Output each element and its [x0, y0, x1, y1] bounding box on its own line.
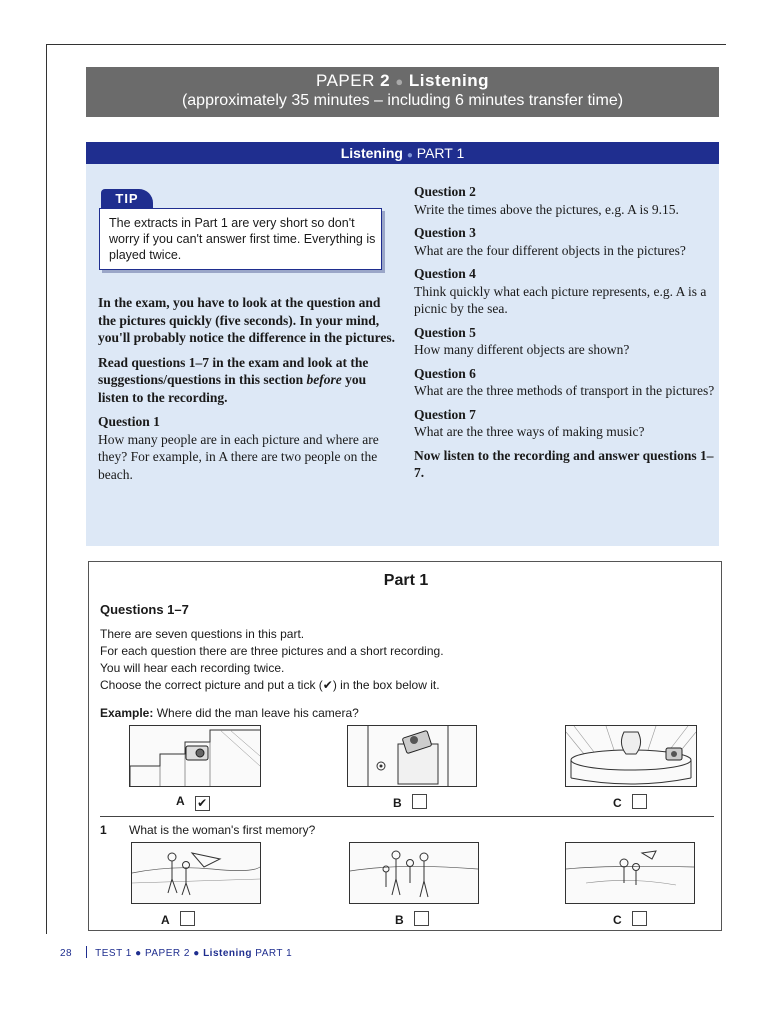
question-5-body: How many different objects are shown? [414, 342, 630, 357]
question-1-picture-b [349, 842, 479, 904]
fountain-camera-illustration [566, 726, 696, 786]
tick-box[interactable] [632, 911, 647, 926]
question-7-title: Question 7 [414, 406, 476, 422]
question-1: 1 What is the woman's first memory? [100, 823, 316, 837]
bullet-icon: ● [406, 150, 413, 161]
tick-box[interactable]: ✔ [195, 796, 210, 811]
bullet-icon: ● [135, 948, 142, 959]
instruction-line: You will hear each recording twice. [100, 661, 285, 675]
example-question: Example: Where did the man leave his camera? [100, 706, 359, 720]
exam-part-box [88, 561, 722, 931]
instruction-line: Choose the correct picture and put a tick (✔) in the box below it. [100, 678, 440, 692]
page-border-left [46, 44, 47, 934]
tick-box[interactable] [414, 911, 429, 926]
instructions [100, 626, 444, 694]
example-answer-a[interactable]: A ✔ [176, 794, 210, 811]
question-2-body: Write the times above the pictures, e.g. A is 9.15. [414, 201, 679, 217]
tick-box[interactable] [412, 794, 427, 809]
bullet-icon: ● [395, 74, 404, 89]
question-3-title: Question 3 [414, 225, 476, 240]
example-picture-a [129, 725, 261, 787]
questions-heading: Questions 1–7 [100, 602, 189, 617]
question-5-title: Question 5 [414, 324, 476, 340]
paper-title: PAPER 2 ● Listening [316, 71, 489, 90]
page-footer: 28 TEST 1 ● PAPER 2 ● Listening PART 1 [60, 948, 293, 959]
tip-badge: TIP [101, 189, 153, 209]
part-title: Part 1 [383, 572, 429, 589]
paper-header [86, 67, 719, 117]
bullet-icon: ● [193, 948, 200, 959]
footer-separator [86, 946, 87, 958]
example-picture-b [347, 725, 477, 787]
beach-paddling-illustration [566, 843, 694, 903]
tip-box: The extracts in Part 1 are very short so don't worry if you can't answer first time. Everything is played twice. [99, 208, 382, 270]
intro-paragraph: In the exam, you have to look at the question and the pictures quickly (five seconds). In your mind, you'll probably notice the difference in the pictures. [98, 295, 395, 345]
instruction-line: For each question there are three pictures and a short recording. [100, 644, 444, 658]
closing-instruction: Now listen to the recording and answer questions 1–7. [414, 447, 714, 480]
tick-box[interactable] [632, 794, 647, 809]
question-4-body: Think quickly what each picture represents, e.g. A is a picnic by the sea. [414, 283, 707, 316]
right-column [414, 183, 716, 482]
tick-box[interactable] [180, 911, 195, 926]
question-7-body: What are the three ways of making music? [414, 424, 645, 439]
left-column [98, 294, 396, 489]
question-1-picture-c [565, 842, 695, 904]
example-picture-c [565, 725, 697, 787]
instruction-line: There are seven questions in this part. [100, 627, 305, 641]
question-2-title: Question 2 [414, 184, 476, 199]
section-bar: Listening ● PART 1 [86, 142, 719, 164]
paper-subtitle: (approximately 35 minutes – including 6 minutes transfer time) [181, 92, 624, 109]
pocket-camera-illustration [348, 726, 476, 786]
question-1-body: How many people are in each picture and where are they? For example, in A there are two people on the beach. [98, 431, 379, 482]
question-1-answer-a[interactable]: A [161, 911, 195, 927]
question-4-title: Question 4 [414, 266, 476, 281]
question-1-title: Question 1 [98, 414, 160, 429]
read-paragraph: Read questions 1–7 in the exam and look at the suggestions/questions in this section before you listen to the recording. [98, 354, 369, 405]
page-border-top [46, 44, 726, 45]
beach-picnic-illustration [132, 843, 260, 903]
steps-camera-illustration [130, 726, 260, 786]
example-answer-b[interactable]: B [393, 794, 427, 810]
question-3-body: What are the four different objects in the pictures? [414, 242, 686, 258]
question-6-body: What are the three methods of transport in the pictures? [414, 383, 715, 398]
question-1-picture-a [131, 842, 261, 904]
page-number: 28 [60, 948, 73, 959]
beach-family-illustration [350, 843, 478, 903]
question-1-answer-b[interactable]: B [395, 911, 429, 927]
example-answer-c[interactable]: C [613, 794, 647, 810]
question-1-answer-c[interactable]: C [613, 911, 647, 927]
question-6-title: Question 6 [414, 365, 476, 381]
divider [100, 816, 714, 817]
